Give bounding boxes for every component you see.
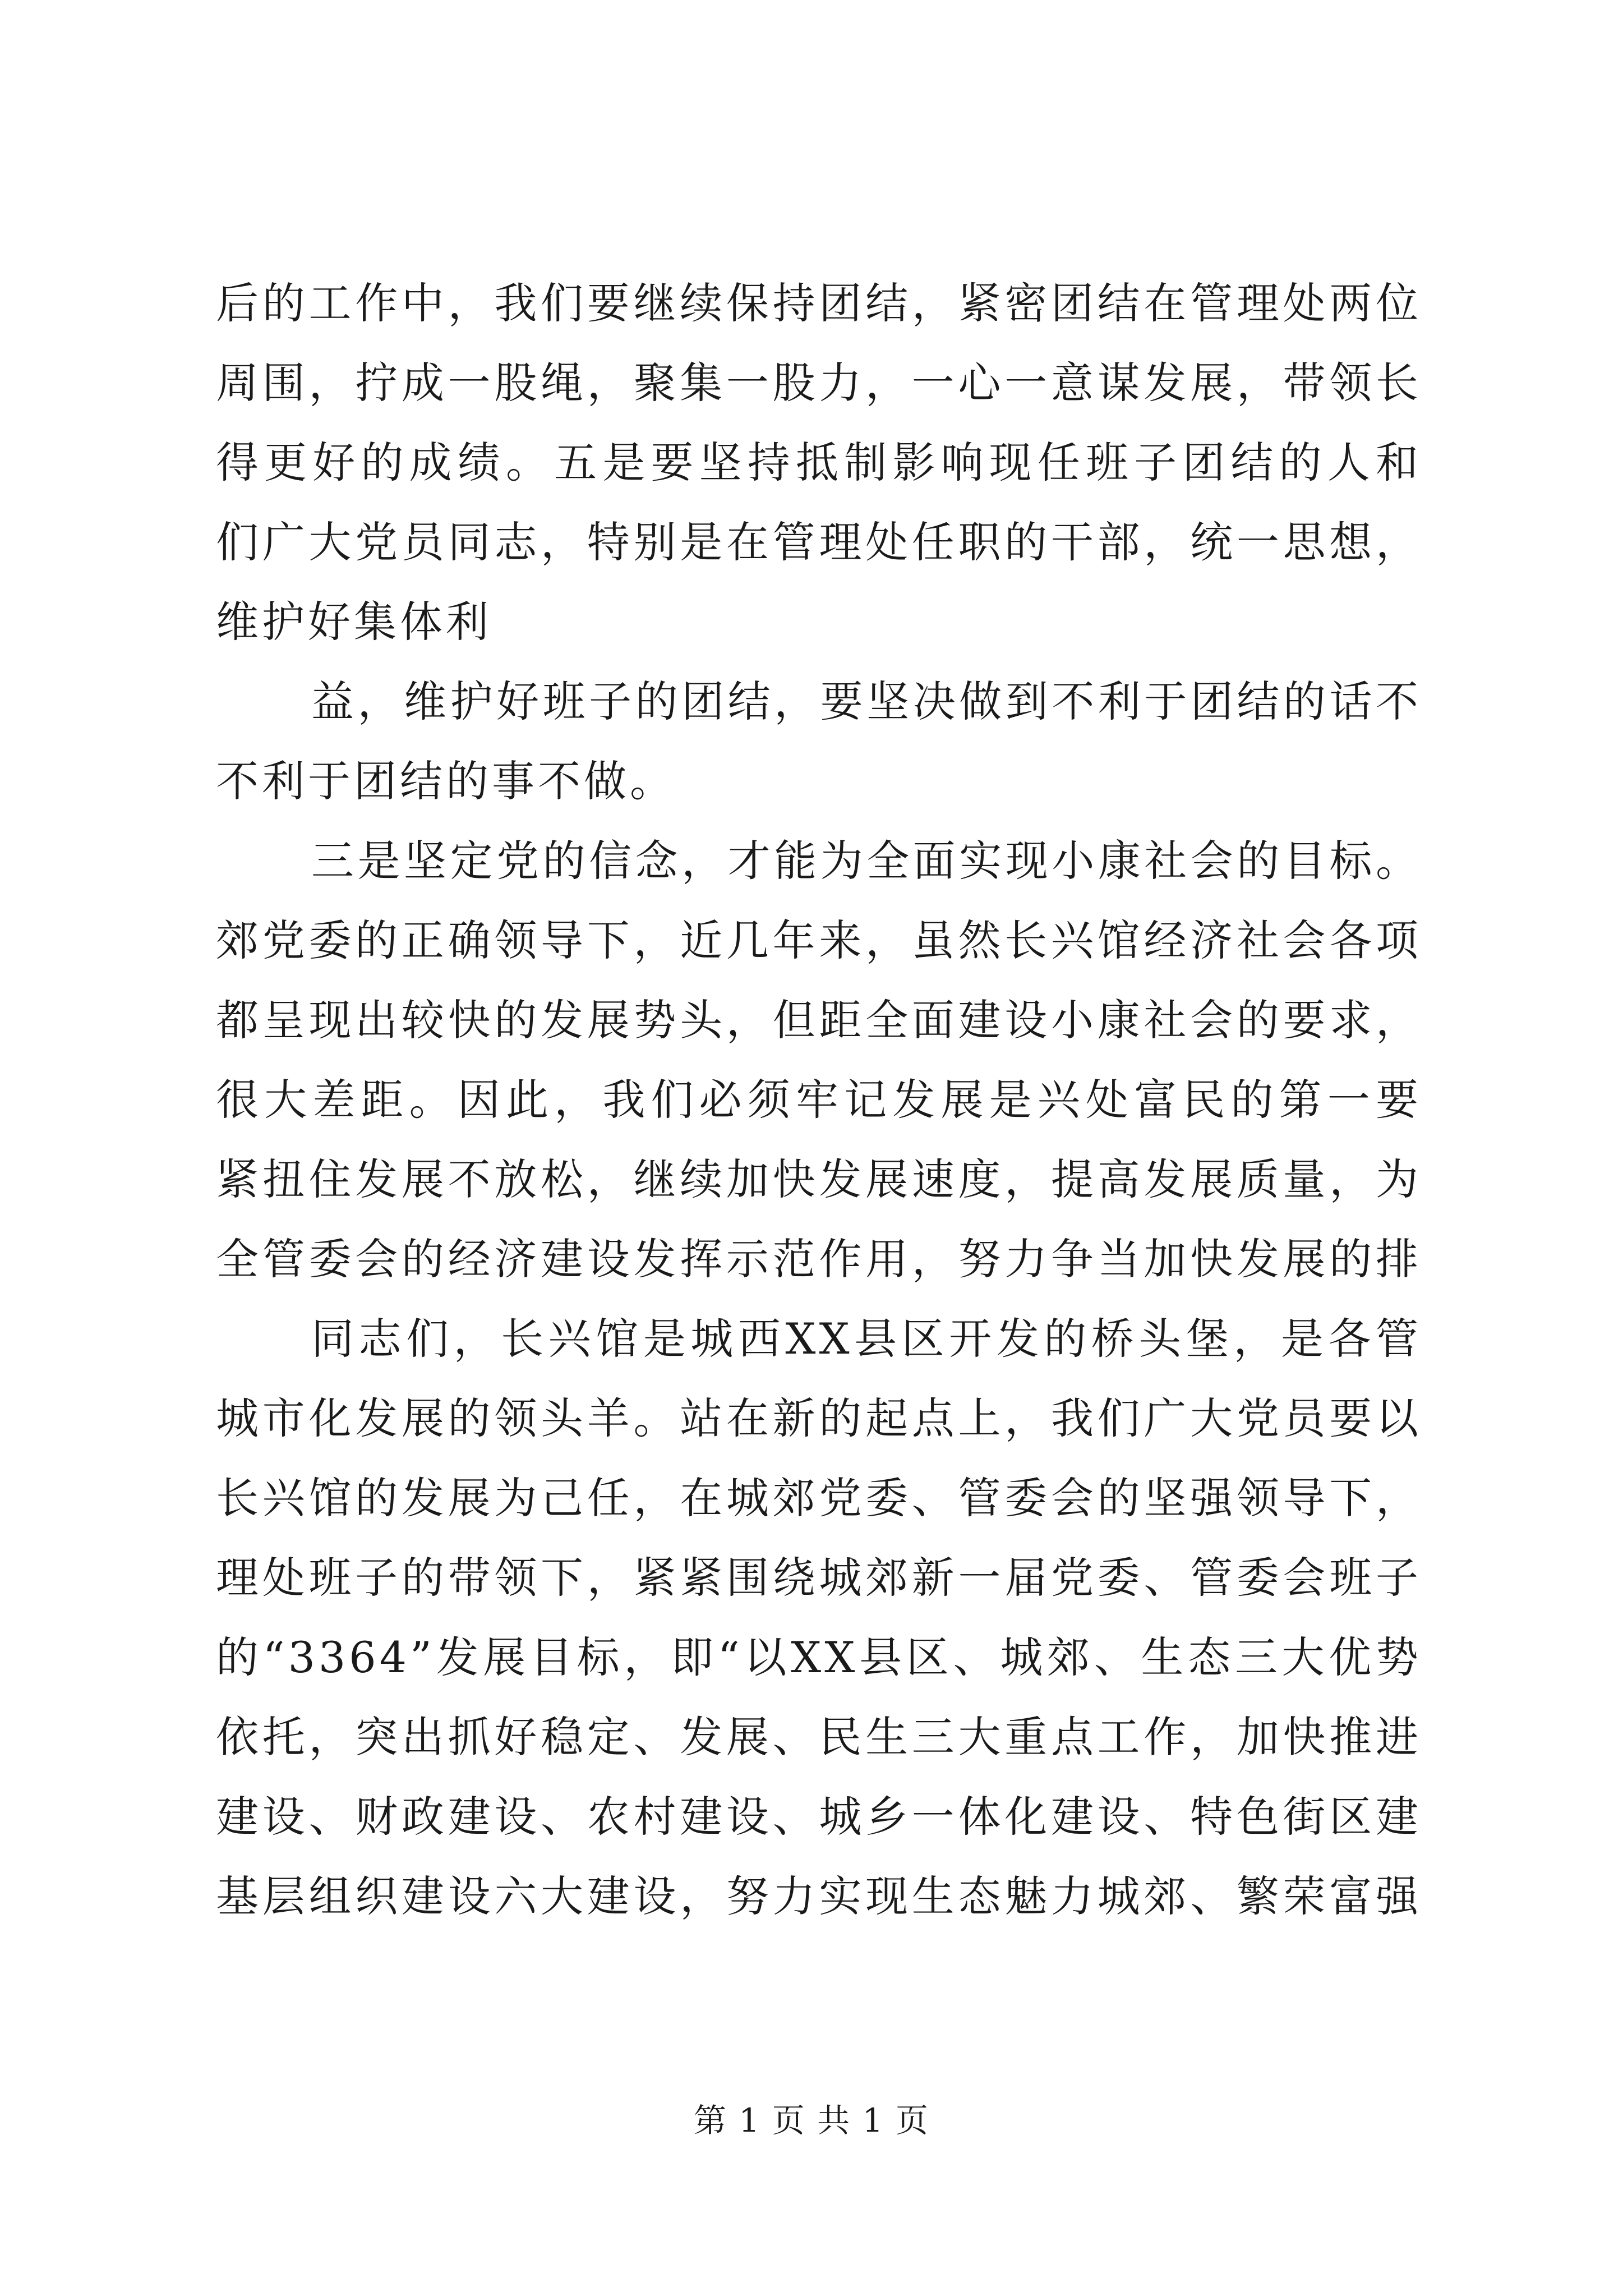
paragraph-line: 建设、财政建设、农村建设、城乡一体化建设、特色街区建 <box>216 1792 1422 1842</box>
paragraph-line: 长兴馆的发展为己任，在城郊党委、管委会的坚强领导下， <box>216 1473 1422 1523</box>
page-number-footer: 第 1 页 共 1 页 <box>694 2101 929 2139</box>
paragraph-line: 同志们，长兴馆是城西XX县区开发的桥头堡，是各管 <box>311 1314 1422 1364</box>
paragraph-line: 基层组织建设六大建设，努力实现生态魅力城郊、繁荣富强 <box>216 1871 1422 1921</box>
paragraph-line: 紧扭住发展不放松，继续加快发展速度，提高发展质量，为 <box>216 1154 1422 1204</box>
document-body <box>216 264 1422 1936</box>
paragraph-line: 维护好集体利 <box>216 597 492 647</box>
paragraph-line: 全管委会的经济建设发挥示范作用，努力争当加快发展的排 <box>216 1234 1422 1284</box>
paragraph-line: 郊党委的正确领导下，近几年来，虽然长兴馆经济社会各项 <box>216 915 1422 965</box>
paragraph-line: 益，维护好班子的团结，要坚决做到不利于团结的话不 <box>311 677 1422 726</box>
paragraph-line: 周围，拧成一股绳，聚集一股力，一心一意谋发展，带领长 <box>216 358 1422 408</box>
paragraph-line: 理处班子的带领下，紧紧围绕城郊新一届党委、管委会班子 <box>216 1553 1422 1603</box>
paragraph-line: 后的工作中，我们要继续保持团结，紧密团结在管理处两位 <box>216 278 1422 328</box>
paragraph-line: 很大差距。因此，我们必须牢记发展是兴处富民的第一要 <box>216 1075 1422 1125</box>
paragraph-line: 城市化发展的领头羊。站在新的起点上，我们广大党员要以 <box>216 1393 1422 1443</box>
paragraph-line: 不利于团结的事不做。 <box>216 756 676 806</box>
paragraph-line: 们广大党员同志，特别是在管理处任职的干部，统一思想， <box>216 517 1422 567</box>
paragraph-line: 依托，突出抓好稳定、发展、民生三大重点工作，加快推进 <box>216 1712 1422 1762</box>
paragraph-line: 得更好的成绩。五是要坚持抵制影响现任班子团结的人和 <box>216 438 1422 487</box>
paragraph-line: 三是坚定党的信念，才能为全面实现小康社会的目标。 <box>311 836 1422 886</box>
paragraph-line: 的“3364”发展目标，即“以XX县区、城郊、生态三大优势 <box>216 1632 1422 1682</box>
paragraph-line: 都呈现出较快的发展势头，但距全面建设小康社会的要求， <box>216 995 1422 1045</box>
